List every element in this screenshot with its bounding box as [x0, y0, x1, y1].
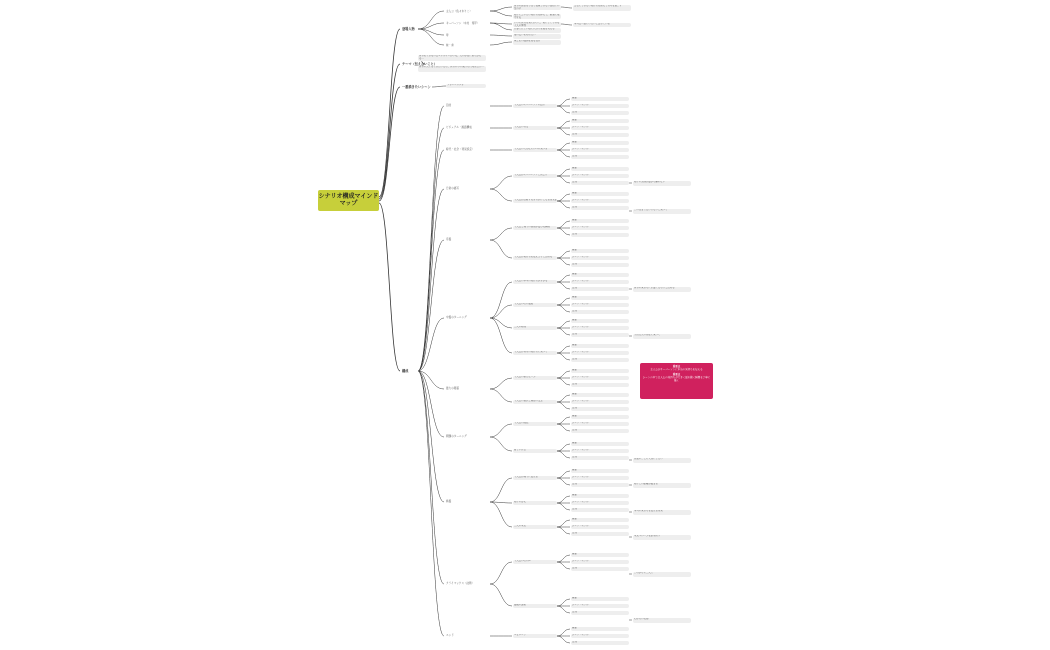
connector [557, 282, 570, 289]
connector [557, 353, 570, 360]
side-note-5[interactable]: 翔平との距離が縮まる [633, 483, 691, 488]
sub-13[interactable]: 主人公の成長 [513, 422, 557, 426]
detail-24[interactable]: 概要 [571, 296, 629, 300]
connector [557, 371, 570, 378]
callout-heading-1: 重要点 [672, 365, 681, 368]
detail-49[interactable]: シーン・モデル [571, 501, 629, 505]
connector [557, 478, 570, 485]
detail-0[interactable]: 概要 [571, 97, 629, 101]
detail-18[interactable]: 概要 [571, 249, 629, 253]
act-5[interactable]: 中盤のターニング [446, 316, 467, 319]
connector [557, 395, 570, 402]
side-note-9[interactable]: 心からの笑顔 [633, 618, 691, 623]
connector [557, 629, 570, 636]
connector [490, 240, 512, 258]
act-3[interactable]: 日常の描写 [446, 187, 459, 190]
detail-25[interactable]: シーン・モデル [571, 303, 629, 307]
side-note-3[interactable]: 大切な人の存在に気づく [633, 334, 691, 339]
important-callout [640, 363, 713, 399]
detail-15[interactable]: 概要 [571, 219, 629, 223]
detail-54[interactable]: 概要 [571, 553, 629, 557]
sub-12[interactable]: 主人公の過去と現在の交差 [513, 400, 557, 404]
detail-44[interactable]: 台詞 [571, 456, 629, 460]
side-note-1[interactable]: このままではいけないと気づく [633, 209, 691, 214]
detail-27[interactable]: 概要 [571, 319, 629, 323]
connector [490, 584, 512, 606]
side-note-6[interactable]: 本当の気持ちを伝える勇気 [633, 510, 691, 515]
connector [557, 471, 570, 478]
connector [490, 378, 512, 389]
detail-8[interactable]: 台詞 [571, 155, 629, 159]
detail-22[interactable]: シーン・モデル [571, 280, 629, 284]
detail-6[interactable]: 概要 [571, 141, 629, 145]
connector [561, 24, 572, 25]
connector [418, 106, 444, 371]
connector [557, 305, 570, 312]
detail-10[interactable]: シーン・モデル [571, 174, 629, 178]
connector [490, 424, 512, 437]
sub-14[interactable]: 新しい日常 [513, 449, 557, 453]
detail-37[interactable]: シーン・モデル [571, 400, 629, 404]
connector [490, 282, 512, 318]
connector [490, 305, 512, 318]
detail-19[interactable]: シーン・モデル [571, 256, 629, 260]
connector [490, 42, 512, 45]
connector [557, 378, 570, 385]
sub-3[interactable]: 主人公がキーパーソンと出会う [513, 174, 557, 178]
character-note-5[interactable]: 妹と弟の面倒を見る毎日 [513, 40, 561, 45]
detail-58[interactable]: シーン・モデル [571, 604, 629, 608]
detail-13[interactable]: シーン・モデル [571, 199, 629, 203]
detail-29[interactable]: 台詞 [571, 333, 629, 337]
one-scene-note: ブラーーカメラ [446, 84, 486, 88]
connector [557, 402, 570, 409]
detail-43[interactable]: シーン・モデル [571, 449, 629, 453]
connector [557, 606, 570, 613]
branch-one-scene[interactable]: 一番描きたいシーン [402, 85, 431, 89]
detail-38[interactable]: 台詞 [571, 407, 629, 411]
connector [557, 298, 570, 305]
detail-51[interactable]: 概要 [571, 518, 629, 522]
theme-note-1: 自分を生きるのはエネルギーがいる、人の存在に寄り添える… [418, 55, 486, 61]
side-note-7[interactable]: 未来への一歩を踏み出す [633, 535, 691, 540]
detail-9[interactable]: 概要 [571, 167, 629, 171]
detail-61[interactable]: シーン・モデル [571, 634, 629, 638]
character-extra-1[interactable]: 本当は一緒にいたいと思っている [573, 23, 631, 27]
character-item-2[interactable]: 母 [446, 34, 449, 37]
connector [490, 389, 512, 402]
act-0[interactable]: 目的 [446, 104, 452, 107]
sub-15[interactable]: 主人公が翔平に伝える [513, 476, 557, 480]
sub-1[interactable]: 主人公の日常 [513, 126, 557, 130]
act-1[interactable]: ビジュアル・画面構成 [446, 126, 472, 129]
detail-31[interactable]: シーン・モデル [571, 351, 629, 355]
detail-32[interactable]: 台詞 [571, 358, 629, 362]
detail-41[interactable]: 台詞 [571, 429, 629, 433]
act-7[interactable]: 問題のターニング [446, 435, 467, 438]
connector [557, 599, 570, 606]
detail-12[interactable]: 概要 [571, 192, 629, 196]
connector [490, 502, 512, 527]
detail-60[interactable]: 概要 [571, 627, 629, 631]
theme-note-2: 自分の人生を生きたいなら、自分の中の気持ちに向き合う… [418, 66, 486, 72]
sub-18[interactable]: 主人公の心の声 [513, 560, 557, 564]
connector [557, 221, 570, 228]
connector [418, 23, 444, 29]
connector [557, 555, 570, 562]
branch-structure[interactable]: 構成 [402, 369, 409, 373]
detail-50[interactable]: 台詞 [571, 508, 629, 512]
connector [379, 87, 400, 201]
connector [557, 496, 570, 503]
connector [557, 444, 570, 451]
detail-3[interactable]: 概要 [571, 119, 629, 123]
connector [418, 371, 444, 636]
detail-30[interactable]: 概要 [571, 344, 629, 348]
sub-16[interactable]: 翔平の答え [513, 501, 557, 505]
root-node[interactable] [318, 190, 379, 211]
detail-14[interactable]: 台詞 [571, 206, 629, 210]
sub-10[interactable]: 主人公が自分の気持ちに気づく [513, 351, 557, 355]
sub-17[interactable]: 二人の未来 [513, 525, 557, 529]
sub-4[interactable]: 主人公が決断するきっかけとなる出来事 [514, 199, 557, 201]
connector [379, 29, 400, 197]
detail-62[interactable]: 台詞 [571, 641, 629, 645]
detail-35[interactable]: 台詞 [571, 383, 629, 387]
connector [418, 29, 444, 35]
detail-56[interactable]: 台詞 [571, 567, 629, 571]
connector [557, 417, 570, 424]
detail-36[interactable]: 概要 [571, 393, 629, 397]
connector [557, 503, 570, 510]
side-note-4[interactable]: 家族のことも大切にしたい [633, 458, 691, 463]
detail-23[interactable]: 台詞 [571, 287, 629, 291]
sub-0[interactable]: 主人公のキーパーソンの紹介 [513, 104, 557, 108]
connector [557, 143, 570, 150]
detail-7[interactable]: シーン・モデル [571, 148, 629, 152]
connector [379, 203, 400, 371]
connector [490, 35, 512, 36]
detail-57[interactable]: 概要 [571, 597, 629, 601]
detail-39[interactable]: 概要 [571, 415, 629, 419]
connector [557, 636, 570, 643]
character-extra-0[interactable]: 言葉にできない気持ちを抱えて日々を過ごす [573, 5, 631, 11]
connector [490, 176, 512, 189]
sub-7[interactable]: 主人公の本当の気持ちが分かる [513, 280, 557, 284]
sub-5[interactable]: 主人公と翔平の関係が変わる瞬間 [513, 226, 557, 230]
connector [557, 562, 570, 569]
callout-heading-2: 重要点 [672, 373, 681, 377]
act-8[interactable]: 終盤 [446, 500, 452, 503]
connector [557, 121, 570, 128]
sub-6[interactable]: 主人公が気持ちを伝えようと決める [513, 256, 557, 260]
connector [557, 201, 570, 208]
connector [557, 251, 570, 258]
detail-55[interactable]: シーン・モデル [571, 560, 629, 564]
callout-text-1: 主人公がキーパーソンに本当の気持ちを伝える [650, 368, 703, 372]
character-note-1[interactable]: 翔平に会いたい気持ちを抑えて、勉強に集中する [514, 14, 560, 19]
detail-34[interactable]: シーン・モデル [571, 376, 629, 380]
connector [490, 189, 512, 201]
sub-8[interactable]: 主人公の心の葛藤 [513, 303, 557, 307]
connector [490, 437, 512, 451]
detail-11[interactable]: 台詞 [571, 181, 629, 185]
root-title-line2: マップ [339, 200, 358, 207]
side-note-8[interactable]: これからも二人で [633, 572, 691, 577]
connector [418, 11, 444, 29]
connector [557, 328, 570, 335]
connector [557, 106, 570, 113]
detail-1[interactable]: シーン・モデル [571, 104, 629, 108]
act-6[interactable]: 最大の葛藤 [446, 387, 459, 390]
connector [432, 86, 446, 87]
detail-26[interactable]: 台詞 [571, 310, 629, 314]
connector [490, 228, 512, 240]
connector [418, 371, 444, 502]
character-note-4[interactable]: 母の思いを知らない [513, 34, 561, 39]
connector [557, 228, 570, 235]
connector [379, 64, 400, 199]
detail-53[interactable]: 台詞 [571, 532, 629, 536]
side-note-2[interactable]: 自分の気持ちに正直になろうと決める [633, 287, 691, 292]
connector [418, 128, 444, 371]
character-item-1[interactable]: キーパーソン（木村 翔平） [446, 22, 480, 25]
act-10[interactable]: エンド [446, 634, 454, 637]
character-item-0[interactable]: 主人公（佐々木りこ） [446, 10, 472, 13]
connector [557, 346, 570, 353]
act-2[interactable]: 時代・社会（背景設定） [446, 148, 475, 151]
detail-46[interactable]: シーン・モデル [571, 476, 629, 480]
detail-47[interactable]: 台詞 [571, 483, 629, 487]
detail-16[interactable]: シーン・モデル [571, 226, 629, 230]
connector [490, 562, 512, 584]
connector [557, 258, 570, 265]
character-note-0[interactable]: 自分の感情をうまく表現できない高校生の女の子 [514, 5, 560, 10]
side-note-0[interactable]: 翔平の笑顔が頭から離れない [633, 181, 691, 186]
sub-19[interactable]: 最後の選択 [513, 604, 557, 608]
detail-5[interactable]: 台詞 [571, 133, 629, 137]
connector [557, 169, 570, 176]
branch-characters[interactable]: 登場人物 [402, 27, 415, 31]
connector [561, 7, 572, 8]
detail-21[interactable]: 概要 [571, 273, 629, 277]
connector [557, 275, 570, 282]
detail-28[interactable]: シーン・モデル [571, 326, 629, 330]
connector [557, 321, 570, 328]
root-title-line1: シナリオ構成マインド [318, 193, 379, 200]
act-9[interactable]: クライマックス（決断） [446, 582, 475, 585]
character-item-3[interactable]: 妹・弟 [446, 44, 454, 47]
connector [557, 194, 570, 201]
character-note-2[interactable]: いつも自分を気にかけて、気にしてくれる大人の男性 [514, 22, 560, 27]
sub-9[interactable]: 二人の時間 [513, 326, 557, 330]
connector [490, 7, 512, 11]
detail-52[interactable]: シーン・モデル [571, 525, 629, 529]
connector [557, 176, 570, 183]
act-4[interactable]: 序盤 [446, 238, 452, 241]
connector [418, 150, 444, 371]
sub-20[interactable]: エピローグ [513, 634, 557, 638]
connector [557, 527, 570, 534]
connector [557, 150, 570, 157]
connector [557, 128, 570, 135]
connector [557, 424, 570, 431]
detail-40[interactable]: シーン・モデル [571, 422, 629, 426]
connector [557, 520, 570, 527]
branch-theme[interactable]: テーマ（伝えたいこと） [402, 62, 438, 66]
detail-17[interactable]: 台詞 [571, 233, 629, 237]
sub-11[interactable]: 主人公の新たな一歩 [513, 376, 557, 380]
sub-2[interactable]: 主人公の大切なものへの気づき [513, 148, 557, 152]
detail-42[interactable]: 概要 [571, 442, 629, 446]
connector [490, 11, 512, 16]
detail-59[interactable]: 台詞 [571, 611, 629, 615]
connector [418, 29, 444, 45]
detail-20[interactable]: 台詞 [571, 263, 629, 267]
detail-2[interactable]: 台詞 [571, 111, 629, 115]
character-note-3[interactable]: 仕事で忙しい母に代わり家族を支える [513, 28, 561, 33]
connector [557, 451, 570, 458]
connector [490, 478, 512, 502]
detail-33[interactable]: 概要 [571, 369, 629, 373]
connector [557, 99, 570, 106]
detail-48[interactable]: 概要 [571, 494, 629, 498]
detail-45[interactable]: 概要 [571, 469, 629, 473]
detail-4[interactable]: シーン・モデル [571, 126, 629, 130]
callout-text-2: シーンの中で主人公の気持ちが大きく揺れ動く瞬間を丁寧に描く [642, 376, 711, 383]
